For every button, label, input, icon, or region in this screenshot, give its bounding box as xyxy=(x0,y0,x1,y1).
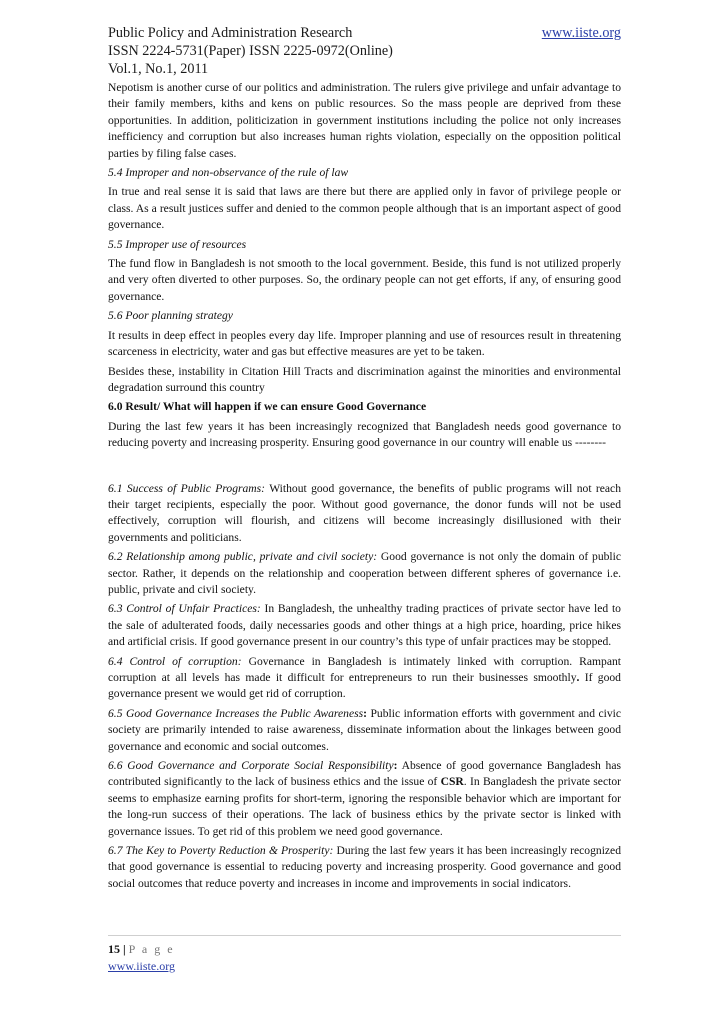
page-indicator xyxy=(108,941,621,958)
section-6-1 xyxy=(108,481,621,547)
section-6-5-colon: : xyxy=(363,706,368,720)
section-gap xyxy=(108,455,621,481)
page-separator: | xyxy=(120,942,129,956)
section-6-6 xyxy=(108,758,621,840)
section-6-6-text-a: Absence of good governance Bangladesh has contributed significantly to the lack of business ethics and the issue of xyxy=(108,759,621,789)
footer-url-link[interactable]: www.iiste.org xyxy=(108,959,175,973)
section-6-2 xyxy=(108,549,621,598)
section-6-1-title: 6.1 Success of Public Programs: xyxy=(108,481,266,495)
paragraph-5-6: It results in deep effect in peoples every day life. Improper planning and use of resources result in threatening scarceness in electricity, water and gas but effective measures are yet to be taken. xyxy=(108,328,621,359)
page-word: P a g e xyxy=(128,942,175,956)
heading-5-5: 5.5 Improper use of resources xyxy=(108,237,247,251)
volume-line: Vol.1, No.1, 2011 xyxy=(108,61,209,77)
section-6-2-title: 6.2 Relationship among public, private and civil society: xyxy=(108,550,378,564)
section-6-5 xyxy=(108,706,621,755)
paragraph-besides: Besides these, instability in Citation Hill Tracts and discrimination against the minorities and environmental degradation surround this country xyxy=(108,364,621,394)
section-6-7-text: During the last few years it has been increasingly recognized that good governance is essential to reducing poverty and increasing prosperity. Good governance and good social outcomes that reduce poverty and increases in income and improvements in social indicators. xyxy=(108,844,621,890)
heading-5-4: 5.4 Improper and non-observance of the rule of law xyxy=(108,166,349,180)
header-url-link[interactable]: www.iiste.org xyxy=(541,25,621,41)
section-6-4-text-a: Governance in Bangladesh is intimately linked with corruption. Rampant corruption at all levels has made it difficult for entrepreneurs to run their businesses smoothly xyxy=(108,654,621,684)
section-6-2-text: Good governance is not only the domain of public sector. Rather, it depends on the relationship and cooperation between different spheres of governance i.e. public, private and civil society. xyxy=(108,550,622,596)
section-6-6-text-b: . In Bangladesh the private sector seems to emphasize earning profits for short-term, ignoring the responsible behavior which are important for the long-run success of their operations. The lack of business ethics by the private sector is linked with governance issues. To get rid of this problem we need good governance. xyxy=(108,775,621,838)
section-6-1-text: Without good governance, the benefits of public programs will not reach their target recipients, especially the poor. Without good governance, the donor funds will not be used effectively, corruption will flourish, and citizens will become increasingly disillusioned with their governments and politicians. xyxy=(108,481,621,544)
heading-5-6: 5.6 Poor planning strategy xyxy=(108,309,233,323)
journal-title: Public Policy and Administration Research xyxy=(108,25,353,41)
page-content xyxy=(108,24,621,895)
paragraph-5-4: In true and real sense it is said that laws are there but there are applied only in favor of privilege people or class. As a result justices suffer and denied to the common people although that is an important aspect of good governance. xyxy=(108,185,621,232)
page-footer xyxy=(108,935,621,975)
section-6-4-title: 6.4 Control of corruption: xyxy=(108,654,242,668)
section-6-5-text: Public information efforts with government and civic society are primarily intended to raise awareness, disseminate information about the linkages between good governance and economic and social outcomes. xyxy=(108,706,621,753)
section-6-4-dot: . xyxy=(576,671,580,684)
section-6-7 xyxy=(108,843,621,892)
page-number: 15 xyxy=(108,942,120,956)
heading-6-0: 6.0 Result/ What will happen if we can ensure Good Governance xyxy=(108,400,427,414)
article-body xyxy=(108,80,621,892)
section-6-3-title: 6.3 Control of Unfair Practices: xyxy=(108,602,261,616)
section-6-3 xyxy=(108,601,621,650)
section-6-3-text: In Bangladesh, the unhealthy trading practices of private sector have led to the sale of adulterated foods, daily necessaries goods and other things at a high price, hoarding, price hikes and artificial crisis. If good governance present in our country’s this type of unfair practices may be stopped. xyxy=(108,602,621,649)
issn-line: ISSN 2224-5731(Paper) ISSN 2225-0972(Online) xyxy=(108,43,393,59)
paragraph-nepotism: Nepotism is another curse of our politics and administration. The rulers give privilege and unfair advantage to their family members, kiths and kens on public resources. So the mass people are deprived from these opportunities. In addition, politicization in government institutions including the police not only increases inefficiency and corruption but also increases human rights violation, especially on the opposition political parties by filing false cases. xyxy=(108,81,621,160)
section-6-4 xyxy=(108,654,621,703)
section-6-4-text-b: If good governance present we would get rid of corruption. xyxy=(108,671,621,701)
section-6-7-title: 6.7 The Key to Poverty Reduction & Prosperity: xyxy=(108,844,334,858)
running-header xyxy=(108,24,621,78)
section-6-6-csr: CSR xyxy=(440,775,464,789)
section-6-6-title: 6.6 Good Governance and Corporate Social Responsibility xyxy=(108,759,394,773)
paragraph-5-5: The fund flow in Bangladesh is not smooth to the local government. Beside, this fund is not utilized properly and very often diverted to other purposes. So, the ordinary people can not get efforts, if any, of ensuring good governance. xyxy=(108,257,621,303)
section-6-5-title: 6.5 Good Governance Increases the Public Awareness xyxy=(108,706,364,720)
paragraph-6-0: During the last few years it has been increasingly recognized that Bangladesh needs good governance to reducing poverty and increasing prosperity. Ensuring good governance in our country will enable us -------- xyxy=(108,419,621,450)
section-6-6-colon: : xyxy=(393,759,398,773)
